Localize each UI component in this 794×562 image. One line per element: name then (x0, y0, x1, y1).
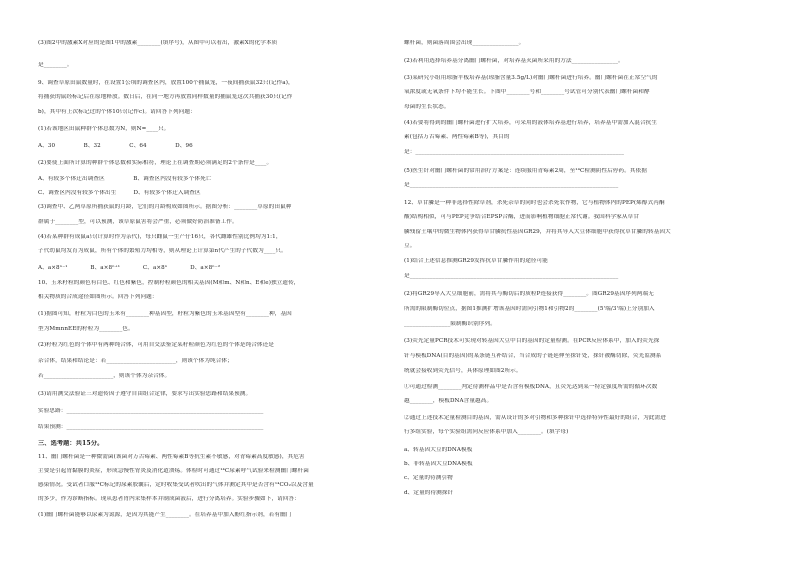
text-line: (2)要使上面所计算的种群个体总数和实际相符，理论上在调查期必须满足的2个条件是____。 (38, 160, 273, 166)
text-line: 母菌的生长状态。 (404, 104, 450, 110)
text-line: (3)请用测交法验证三对遗传因子遵守自由组合定律，要求写出实验思路和结果预测。 (38, 391, 252, 397)
text-line: (1)据图可知，籽粒为白色的玉米有________种基因型，籽粒为紫色的玉米基因型有________种，基因 (38, 311, 292, 317)
text-line: 是________________________________________________________________________ (404, 273, 619, 279)
text-line: (4)若某种群有成鼠a只(计算时作为亲代)，每只雌鼠一生产仔16只，各代雌雄性别比例均为1:1， (38, 234, 282, 240)
text-line: 12、草甘膦是一种非选择性除草剂，杀死杂草的同时也会杀死农作物，它与植物体内的PEP(烯醇式丙酮 (404, 200, 665, 206)
text-line: 统就会接收到荧光信号，具体原理如图2所示。 (404, 368, 522, 374)
text-line: 将捕获的鼠经标记后在原地释放。数日后，在同一地方再放置同样数量的捕鼠笼这次共捕获30只(记作 (38, 94, 293, 100)
text-line: 行多组实验，每个实验组需向反应体系中加入________。(填字母) (404, 429, 569, 435)
text-line: 酸)结构相似，可与PEP竞争结合EPSP合酶，进而影响植物细胞正常代谢。我国科学家从草甘 (404, 214, 640, 220)
text-line: 是：________________________________________________________________________ (404, 149, 624, 155)
text-line: A、30 B、32 C、64 D、96 (38, 143, 193, 149)
text-line: 豆。 (404, 243, 416, 249)
text-line: 结果预测：____________________________________________________________________ (38, 424, 264, 430)
text-line: 实验思路：____________________________________________________________________ (38, 408, 264, 414)
text-line: C、调查区内没有较多个体出生 D、有较多个体迁入调查区 (38, 190, 201, 196)
text-line: (3)荧光定量PCR技术可实现对转基因大豆中目的基因的定量检测。在PCR反应体系中，加入的荧光探 (404, 338, 660, 344)
text-line: (1)幽门螺杆菌能够以尿素为氮源，是因为其能产生________。在培养基中加入酚红指示剂，若有幽门 (38, 512, 292, 518)
text-line: 针与模板DNA(目的基因)的某条链互补结合，当合成的子链延伸至探针处，探针被酶切除，荧光监测系 (404, 353, 662, 359)
text-line: 素(包括万古霉素、两性霉素B等)，其目的 (404, 134, 510, 140)
text-line: 三、选考题：共15分。 (38, 440, 104, 447)
text-line: (3)调查甲、乙两草原所捕获鼠的月龄，它们的月龄构成如图所示。据图分析：________草原的田鼠种 (38, 204, 292, 210)
text-line: (3)某研究小组用琼脂平板培养基(琼脂含量3.5g/L)对幽门螺杆菌进行培养。幽门螺杆菌在正常空气的 (404, 75, 658, 81)
text-line: 群属于________型，可以预测，该草原鼠害将会严重，必须做好防治准备工作。 (38, 219, 238, 225)
text-line: (5)医生针对幽门螺杆菌的常用治疗方案是：连续服用青霉素2周，至¹⁴C检测阴性后停药。其依据 (404, 168, 648, 174)
text-line: 型为MmnnEE的籽粒为________色。 (38, 326, 134, 332)
text-line: 感染情况。受试者口服¹⁴C标记的尿素胶囊后，定时收集受试者吹出的气体并测定其中是否含有¹⁴CO₂以及含量 (38, 482, 314, 488)
text-line: 是________________________________________________________________________ (404, 182, 619, 188)
text-line: d、定量的待测探针 (404, 490, 454, 496)
text-line: 氧浓度或无氧条件下均不能生长。下图中________号和________号试管可分别代表幽门螺杆菌和酵 (404, 89, 650, 95)
text-line: 9、调查草原田鼠数量时，在设置1公顷的调查区内，放置100个捕鼠笼，一夜间捕获鼠32只(记作a)， (38, 80, 294, 86)
text-line: A、有较多个体迁出调查区 B、调查区内没有较多个体死亡 (38, 176, 212, 182)
text-line: b、非转基因大豆DNA模板 (404, 461, 473, 467)
text-line: 11、幽门螺杆菌是一种微需菌(该菌对万古霉素、两性霉素B等抗生素不敏感，对青霉素高度敏感)，其危害 (38, 454, 305, 460)
text-line: (2)籽粒为红色的个体中有两种纯合体，可用自交法鉴定某籽粒颜色为红色的个体是纯合体还是 (38, 342, 274, 348)
text-line: 螺杆菌，则菌落周围会出现________________。 (404, 40, 525, 46)
text-line: (2)将GR29导入大豆细胞前，需将其与酶切后的质粒P连接获得________。图GR29基因序列两端无 (404, 291, 654, 297)
text-line: A、a×8ⁿ⁻¹ B、a×8ⁿ⁺¹ C、a×8ⁿ D、a×8ⁿ⁻² (38, 265, 221, 271)
text-line: 相关物质的合成途径如图所示。回答下列问题： (38, 294, 158, 300)
text-line: (3)图2中的激素X对应的是图1中的激素________(填序号)，从图中可以看出，激素X的化学本质 (38, 40, 278, 46)
text-line: 所需的限制酶切位点，据图1推测扩增该基因时需向引物1和引物2的________(5'端/3'端)上分别加入 (404, 306, 655, 312)
text-line: (2)若利用选择培养基分离幽门螺杆菌，对培养基灭菌所采用的方法________________。 (404, 58, 624, 64)
text-line: a、转基因大豆的DNA模板 (404, 447, 473, 453)
text-line: (1)若该地区田鼠种群个体总数为N，则N=____只。 (38, 126, 170, 132)
text-line: ②通过上述技术定量检测目的基因，需从设计的多对引物和多种探针中选择特异性最好的组合，为此需进 (404, 415, 666, 421)
text-line: 10、玉米籽粒的颜色有白色、红色和紫色，控制籽粒颜色的相关基因(M和m、N和n、E和e)独立遗传， (38, 280, 300, 286)
text-line: 若________________________，则该个体为杂合体。 (38, 373, 171, 379)
text-line: ________________限制酶识别序列。 (404, 321, 496, 327)
text-line: 主要是引起胃黏膜的炎症，形成急慢性胃炎及消化道溃疡。体检时可通过¹⁴C尿素呼气试验来检测幽门螺杆菌 (38, 468, 309, 474)
text-line: (4)若要将得到的幽门螺杆菌进行扩大培养，可采用的液体培养基进行培养，培养基中需加入混合抗生 (404, 120, 658, 126)
text-line: c、定量的待测引物 (404, 475, 453, 481)
text-line: ①可通过检测________判定待测样品中是否含有模板DNA，且荧光达到某一特定强度所需的循环次数 (404, 384, 658, 390)
text-line: 的多少，作为诊断指标。现从患者胃内采集样本并制成菌液后，进行分离培养。实验步骤如下，请回答： (38, 496, 300, 502)
text-line: 杂合体，结果和结论是：若________________________，则该个体为纯合体； (38, 358, 233, 364)
text-line: 是________。 (38, 62, 73, 68)
text-line: 越________，模板DNA含量越高。 (404, 398, 493, 404)
text-line: 膦残留土壤中的微生物体内获得草甘膦抗性基因GR29，并将其导入大豆体细胞中获得抗草甘膦的转基因大 (404, 229, 671, 235)
text-line: b)，其中有上次标记过的个体10只(记作c)。请回答下列问题： (38, 109, 196, 115)
text-line: (1)结合上述信息推测GR29发挥抗草甘膦作用的途径可能 (404, 258, 548, 264)
text-line: 子代幼鼠均发育为成鼠，所有个体的繁殖力均相等，则从理论上计算第n代产生的子代数为____只。 (38, 248, 287, 254)
